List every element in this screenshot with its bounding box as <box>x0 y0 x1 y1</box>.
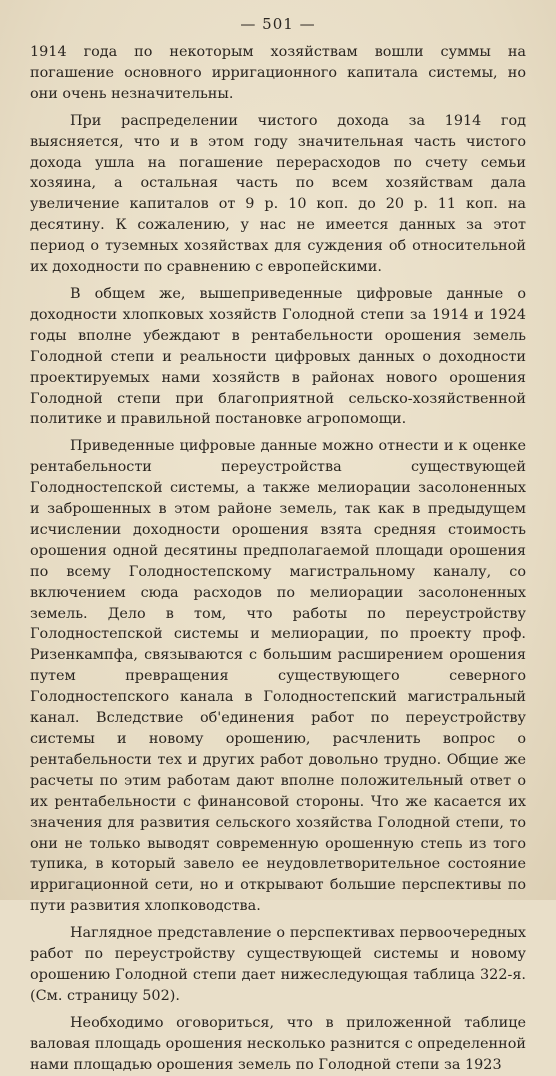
page-number: — 501 — <box>240 15 316 33</box>
text-body <box>30 42 526 1076</box>
paragraph: Приведенные цифровые данные можно отнести и к оценке рентабельности переустройства существующей Голодностепской системы, а также мелиорации засолоненных и заброшенных в этом районе земель, так как в предыдущем исчислении доходности орошения взята средняя стоимость орошения одной десятины предполагаемой площади орошения по всему Голодностепскому магистральному каналу, со включением сюда расходов по мелиорации засолоненных земель. Дело в том, что работы по переустройству Голодностепской системы и мелиорации, по проекту проф. Ризенкампфа, связываются с большим расширением орошения путем превращения существующего северного Голодностепского канала в Голодностепский магистральный канал. Вследствие об'единения работ по переустройству системы и новому орошению, расчленить вопрос о рентабельности тех и других работ довольно трудно. Общие же расчеты по этим работам дают вполне положительный ответ о их рентабельности с финансовой стороны. Что же касается их значения для развития сельского хозяйства Голодной степи, то они не только выводят современную орошенную степь из того тупика, в который завело ее неудовлетворительное состояние ирригационной сети, но и открывают большие перспективы по пути развития хлопководства. <box>30 438 526 915</box>
paragraph: Наглядное представление о перспективах первоочередных работ по переустройству существующей системы и новому орошению Голодной степи дает нижеследующая таблица 322-я. (См. страницу 502). <box>30 925 526 1004</box>
paragraph: 1914 года по некоторым хозяйствам вошли суммы на погашение основного ирригационного капитала системы, но они очень незначительны. <box>30 44 526 102</box>
paragraph: Необходимо оговориться, что в приложенной таблице валовая площадь орошения несколько разнится с определенной нами площадью орошения земель по Голодной степи за 1923 <box>30 1014 526 1073</box>
paragraph: При распределении чистого дохода за 1914 год выясняется, что и в этом году значительная часть чистого дохода ушла на погашение перерасходов по счету семьи хозяина, а остальная часть по всем хозяйствам дала увеличение капиталов от 9 р. 10 коп. до 20 р. 11 коп. на десятину. К сожалению, у нас не имеется данных за этот период о туземных хозяйствах для суждения об относительной их доходности по сравнению с европейскими. <box>30 112 526 276</box>
paragraph: В общем же, вышеприведенные цифровые данные о доходности хлопковых хозяйств Голодной степи за 1914 и 1924 годы вполне убеждают в рентабельности орошения земель Голодной степи и реальности цифровых данных о доходности проектируемых нами хозяйств в районах нового орошения Голодной степи при благоприятной сельско-хозяйственной политике и правильной постановке агропомощи. <box>30 285 526 428</box>
